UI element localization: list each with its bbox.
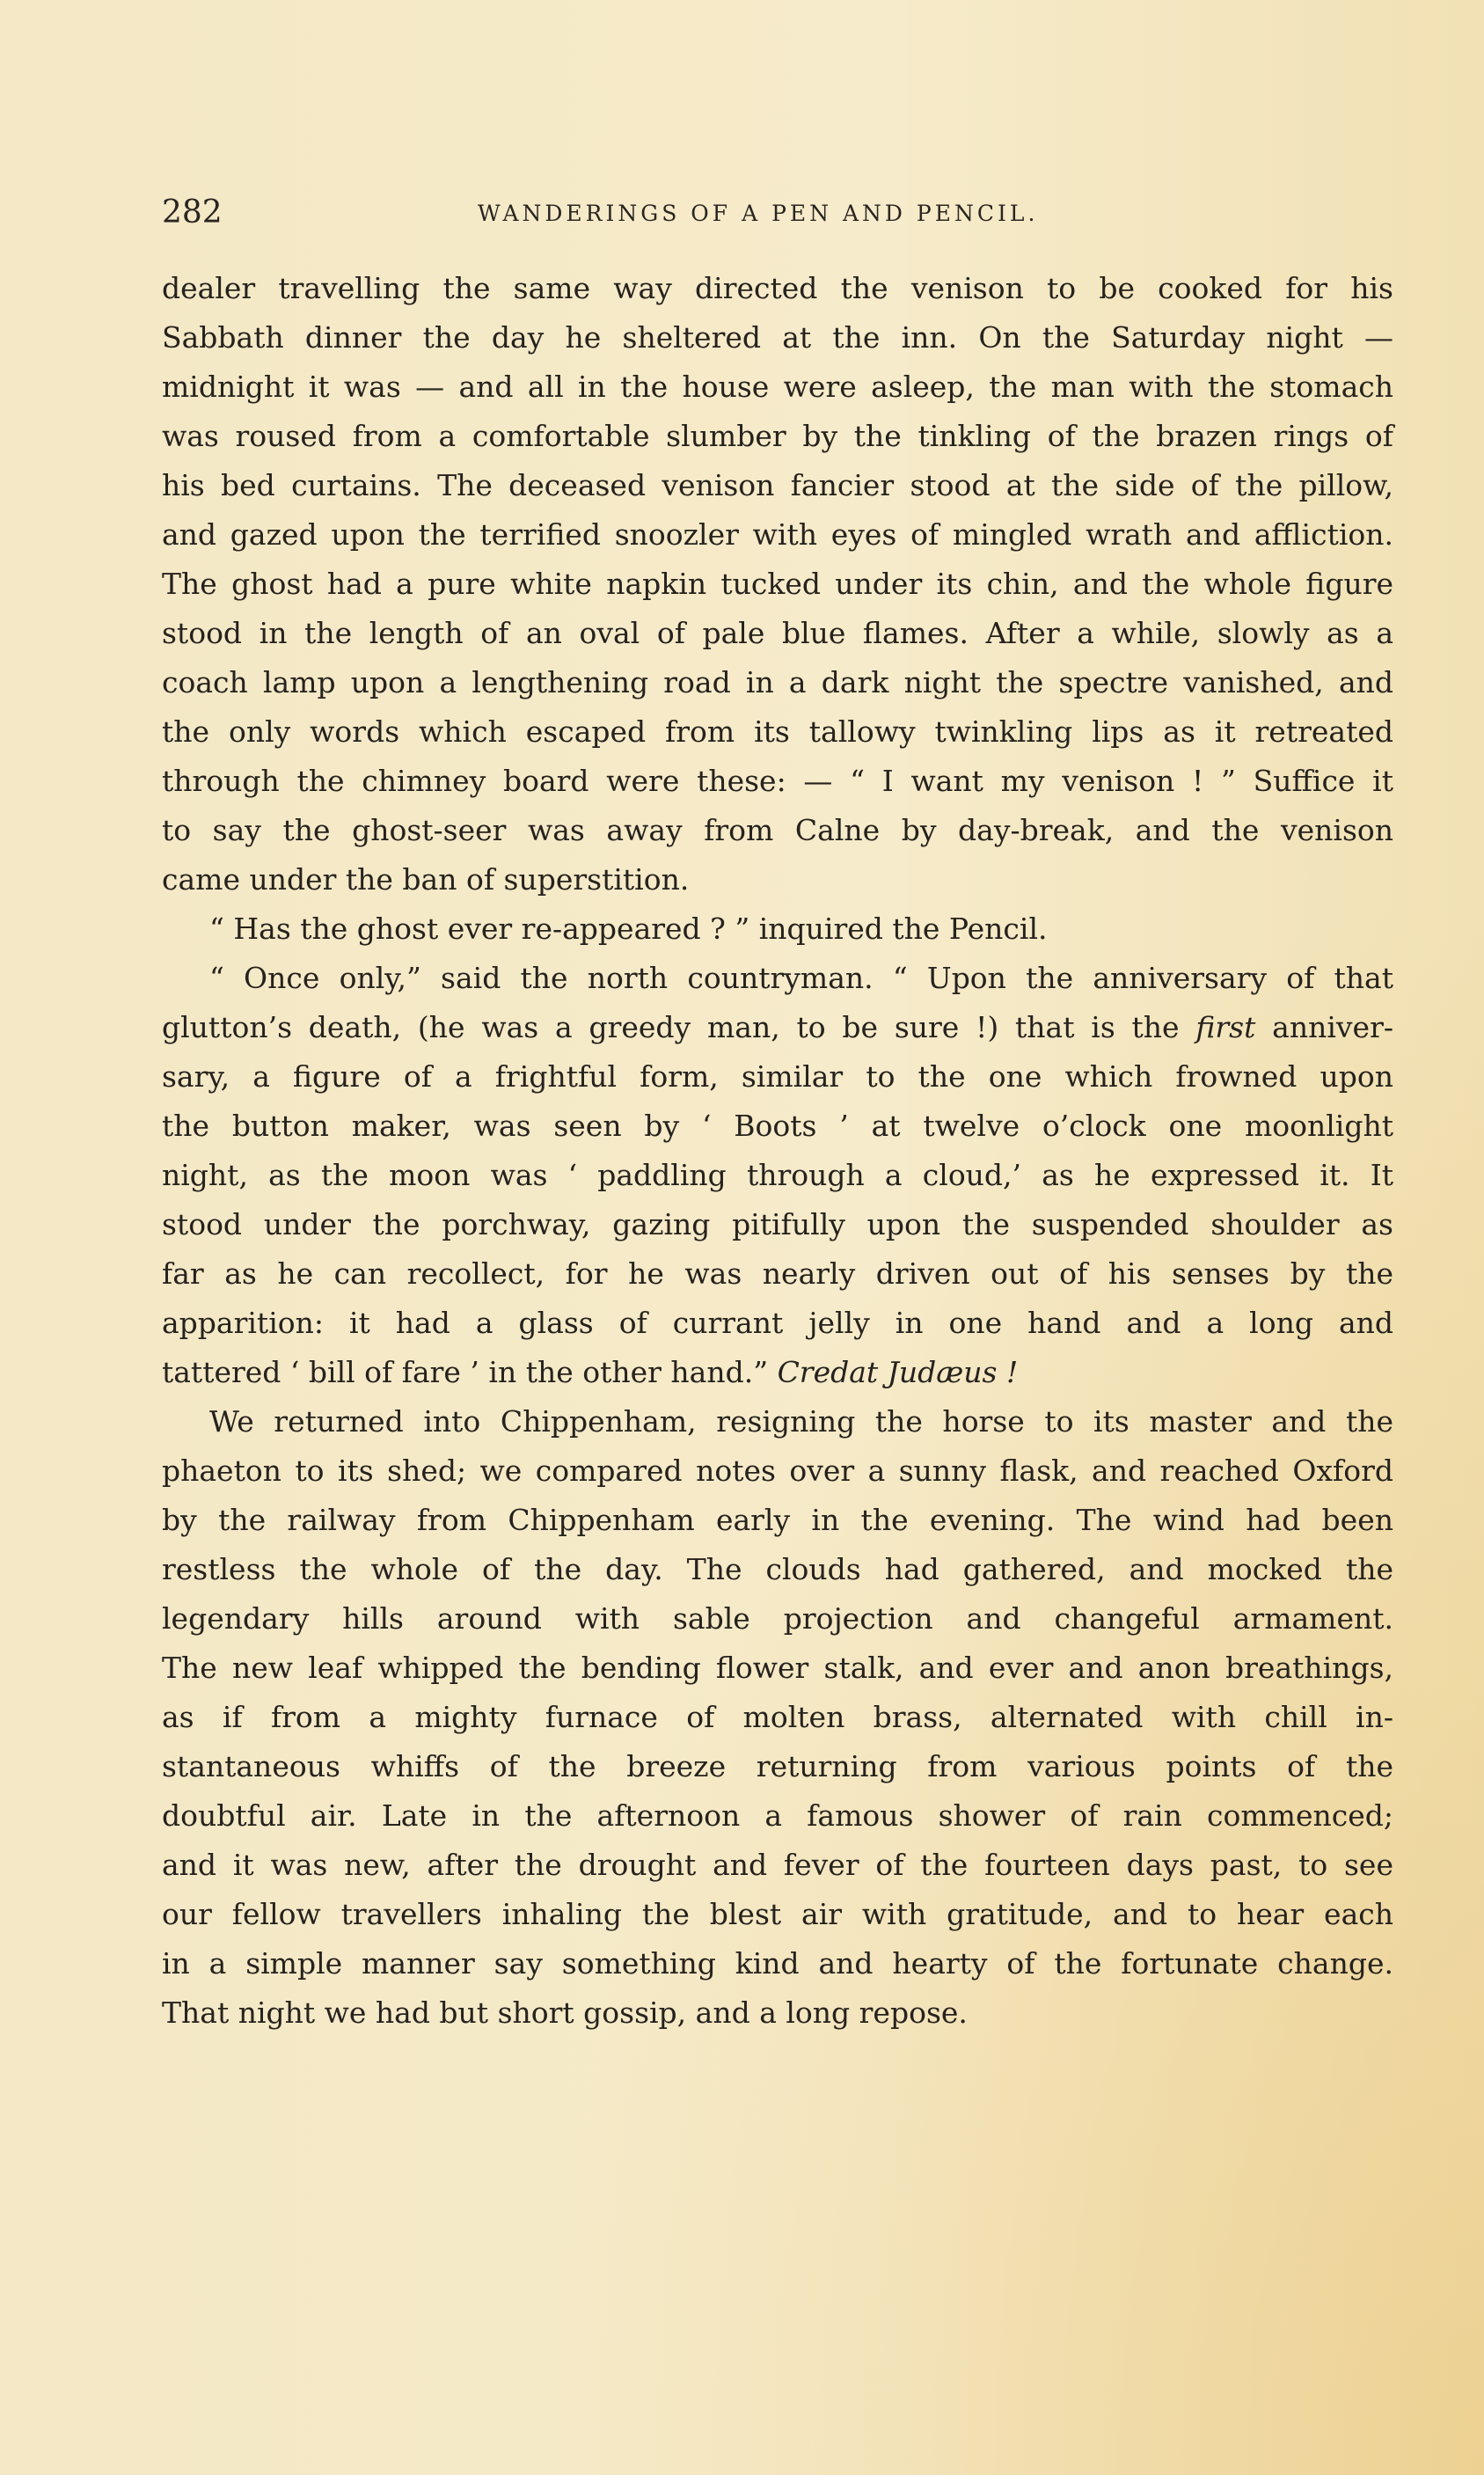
page-header xyxy=(162,195,1393,231)
text-line: and it was new, after the drought and fever of the fourteen days past, to see xyxy=(162,1848,1393,1882)
text-line: The new leaf whipped the bending flower stalk, and ever and anon breathings, xyxy=(162,1651,1393,1685)
text-line: in a simple manner say something kind and hearty of the fortunate change. xyxy=(162,1946,1393,1981)
text-line: came under the ban of superstition. xyxy=(162,862,690,897)
text-line: as if from a mighty furnace of molten brass, alternated with chill in- xyxy=(162,1700,1393,1734)
text-line: stood in the length of an oval of pale blue flames. After a while, slowly as a xyxy=(162,616,1393,650)
text-line: The ghost had a pure white napkin tucked under its chin, and the whole figure xyxy=(162,567,1393,601)
text-line: restless the whole of the day. The clouds had gathered, and mocked the xyxy=(162,1552,1393,1586)
text-line: “ Has the ghost ever re-appeared ? ” inquired the Pencil. xyxy=(209,912,1048,946)
text-line: the only words which escaped from its tallowy twinkling lips as it retreated xyxy=(162,714,1393,749)
text-line: midnight it was — and all in the house were asleep, the man with the stomach xyxy=(162,370,1393,404)
text-line: our fellow travellers inhaling the blest air with gratitude, and to hear each xyxy=(162,1897,1393,1931)
text-line: by the railway from Chippenham early in the evening. The wind had been xyxy=(162,1503,1393,1537)
text-line: far as he can recollect, for he was nearly driven out of his senses by the xyxy=(162,1256,1393,1291)
text-line: We returned into Chippenham, resigning the horse to its master and the xyxy=(209,1404,1393,1439)
text-line: his bed curtains. The deceased venison fancier stood at the side of the pillow, xyxy=(162,468,1393,502)
text-line: apparition: it had a glass of currant jelly in one hand and a long and xyxy=(162,1306,1393,1340)
body-text xyxy=(162,264,1393,2038)
paragraph xyxy=(162,1397,1393,2038)
text-line: doubtful air. Late in the afternoon a famous shower of rain commenced; xyxy=(162,1798,1393,1833)
text-line: stood under the porchway, gazing pitifully upon the suspended shoulder as xyxy=(162,1207,1393,1241)
running-head: WANDERINGS OF A PEN AND PENCIL. xyxy=(478,201,1039,226)
text-line: was roused from a comfortable slumber by the tinkling of the brazen rings of xyxy=(162,419,1393,453)
page-number: 282 xyxy=(162,194,223,231)
text-line: glutton’s death, (he was a greedy man, to be sure !) that is the first anniver- xyxy=(162,1010,1393,1044)
text-line: tattered ‘ bill of fare ’ in the other hand.” Credat Judæus ! xyxy=(162,1355,1019,1389)
text-line: dealer travelling the same way directed the venison to be cooked for his xyxy=(162,271,1393,305)
text-line: to say the ghost-seer was away from Calne by day-break, and the venison xyxy=(162,813,1393,847)
paragraph xyxy=(162,954,1393,1397)
text-line: and gazed upon the terrified snoozler with eyes of mingled wrath and affliction. xyxy=(162,517,1393,552)
text-line: coach lamp upon a lengthening road in a dark night the spectre vanished, and xyxy=(162,665,1393,699)
text-line: legendary hills around with sable projection and changeful armament. xyxy=(162,1601,1393,1636)
text-line: through the chimney board were these: — “ I want my venison ! ” Suffice it xyxy=(162,764,1393,798)
text-line: phaeton to its shed; we compared notes over a sunny flask, and reached Oxford xyxy=(162,1454,1393,1488)
text-line: That night we had but short gossip, and a long repose. xyxy=(162,1995,968,2030)
text-line: Sabbath dinner the day he sheltered at the inn. On the Saturday night — xyxy=(162,320,1393,355)
text-line: the button maker, was seen by ‘ Boots ’ at twelve o’clock one moonlight xyxy=(162,1109,1393,1143)
text-line: stantaneous whiffs of the breeze returning from various points of the xyxy=(162,1749,1393,1783)
paragraph xyxy=(162,904,1393,954)
paragraph xyxy=(162,264,1393,904)
text-line: night, as the moon was ‘ paddling through a cloud,’ as he expressed it. It xyxy=(162,1158,1393,1192)
text-line: “ Once only,” said the north countryman. “ Upon the anniversary of that xyxy=(209,961,1393,995)
text-line: sary, a figure of a frightful form, similar to the one which frowned upon xyxy=(162,1059,1393,1094)
